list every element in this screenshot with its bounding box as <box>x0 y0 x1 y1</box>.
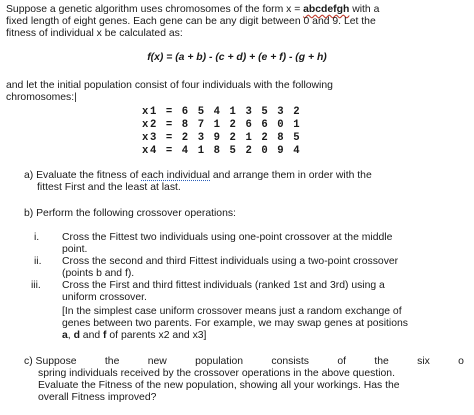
note-line-1: [In the simplest case uniform crossover means just a random exchange of <box>62 306 402 317</box>
part-a-line-1: a) Evaluate the fitness of each individual and arrange them in order with the <box>24 170 372 181</box>
item-ii-number: ii. <box>34 256 42 267</box>
population-line-2: chromosomes:| <box>6 92 77 103</box>
part-c-line-1: c) Suppose the new population consists of the six o <box>24 356 464 367</box>
part-c-line-3: Evaluate the Fitness of the new population, showing all your workings. Has the <box>38 380 400 391</box>
item-ii-line-1: Cross the second and third Fittest individuals using a two-point crossover <box>62 256 399 267</box>
population-line-1: and let the initial population consist of four individuals with the following <box>6 80 333 91</box>
part-c-line-2: spring individuals received by the crossover operations in the above question. <box>38 368 395 379</box>
fitness-formula: f(x) = (a + b) - (c + d) + (e + f) - (g + h) <box>147 52 327 63</box>
intro-line-2: fixed length of eight genes. Each gene can be any digit between 0 and 9. Let the <box>6 16 376 27</box>
chromosome-x3: x3 = 2 3 9 2 1 2 8 5 <box>142 132 302 144</box>
chromosome-x4: x4 = 4 1 8 5 2 0 9 4 <box>142 145 302 157</box>
chromosome-x2: x2 = 8 7 1 2 6 6 0 1 <box>142 119 302 131</box>
item-iii-number: iii. <box>31 280 41 291</box>
part-c-line-4: overall Fitness improved? <box>38 392 157 403</box>
item-iii-line-2: uniform crossover. <box>62 292 147 303</box>
item-i-line-1: Cross the Fittest two individuals using one-point crossover at the middle <box>62 232 393 243</box>
chromosome-form: abcdefgh <box>303 4 350 15</box>
item-i-line-2: point. <box>62 244 88 255</box>
part-a-line-2: fittest First and the least at last. <box>37 182 181 193</box>
intro-line-3: fitness of individual x be calculated as: <box>6 28 183 39</box>
chromosome-x1: x1 = 6 5 4 1 3 5 3 2 <box>142 106 302 118</box>
item-iii-line-1: Cross the First and third fittest individuals (ranked 1st and 3rd) using a <box>62 280 385 291</box>
item-ii-line-2: (points b and f). <box>62 268 135 279</box>
note-line-2: genes between two parents. For example, we may swap genes at positions <box>62 318 408 329</box>
part-b-heading: b) Perform the following crossover operations: <box>24 208 236 219</box>
note-line-3: a, d and f of parents x2 and x3] <box>62 330 207 341</box>
item-i-number: i. <box>34 232 40 243</box>
each-individual-text: each individual <box>141 170 210 181</box>
intro-line-1: Suppose a genetic algorithm uses chromosomes of the form x = abcdefgh with a <box>6 4 380 15</box>
